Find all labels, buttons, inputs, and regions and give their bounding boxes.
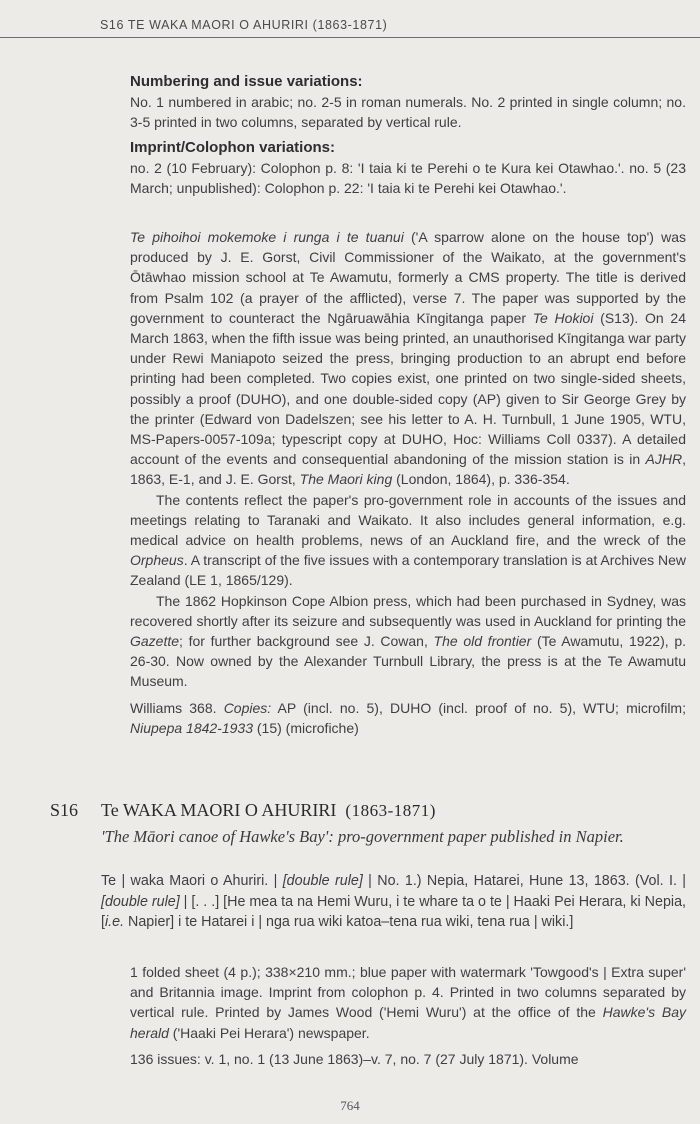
hokioi-title: Te Hokioi	[532, 309, 594, 326]
ajhr-title: AJHR	[645, 451, 683, 468]
niupepa-title: Niupepa 1842-1933	[130, 719, 253, 736]
old-frontier-title: The old frontier	[433, 633, 532, 650]
text-run: (S13). On 24 March 1863, when the fifth issue was being printed, an unauthorised Kīngitanga war party under Rewi Maniapoto seized the press, bringing production to an abrupt end before printing had been completed. Two copies exist, one printed on two single-sided sheets, possibly a proof (DUHO), and one double-sided copy (AP) given to Sir George Grey by the printer (Edward von Dadelszen; see his letter to A. H. Turnbull, 1 June 1905, WTU, MS-Papers-0057-109a; typescript copy at DUHO, Hoc: Williams Coll 0337). A detailed account of the events and consequential abandoning of the mission station is in	[130, 309, 686, 468]
text-run: AP (incl. no. 5), DUHO (incl. proof of no. 5), WTU; microfilm;	[271, 699, 686, 716]
text-run: (15) (microfiche)	[253, 719, 359, 736]
double-rule-note: [double rule]	[282, 873, 363, 889]
entry-title	[101, 800, 436, 821]
entry-title-text: Te WAKA MAORI O AHURIRI	[101, 800, 337, 820]
physical-description	[130, 962, 686, 1043]
orpheus-title: Orpheus	[130, 552, 184, 569]
double-rule-note: [double rule]	[101, 893, 180, 910]
numbering-text: No. 1 numbered in arabic; no. 2-5 in roman numerals. No. 2 printed in single column; no. 3-5 printed in two columns, separated by vertical rule.	[130, 94, 686, 131]
maori-king-title: The Maori king	[299, 471, 393, 488]
header-rule	[0, 37, 700, 38]
numbering-section	[130, 72, 686, 132]
text-run: (Te Awamutu, 1922), p. 26-30. Now owned by the Alexander Turnbull Library, the press is at the Te Awamutu Museum.	[130, 633, 686, 690]
description-paragraph-1	[130, 227, 686, 490]
holdings-paragraph	[130, 698, 686, 738]
gazette-title: Gazette	[130, 633, 180, 650]
text-run: Williams 368.	[130, 699, 224, 716]
physical-description-section	[130, 962, 686, 1069]
description-paragraph-2	[130, 490, 686, 591]
entry-subtitle: 'The Māori canoe of Hawke's Bay': pro-government paper published in Napier.	[101, 827, 624, 846]
herald-title: Hawke's Bay herald	[130, 1004, 686, 1041]
paper-title-italic: Te pihoihoi mokemoke i runga i te tuanui	[130, 229, 404, 245]
text-run: 1 folded sheet (4 p.); 338×210 mm.; blue paper with watermark 'Towgood's | Extra super' and Britannia image. Imprint from colophon p. 4. Printed in two columns separated by vertical rule. Printed by James Wood ('Hemi Wuru') at the office of the	[130, 964, 686, 1021]
description-paragraph-3	[130, 591, 686, 692]
text-run: . A transcript of the five issues with a contemporary translation is at Archives New Zealand (LE 1, 1865/129).	[130, 552, 686, 589]
title-transcription	[101, 871, 686, 933]
imprint-text: no. 2 (10 February): Colophon p. 8: 'I taia ki te Perehi o te Kura kei Otawhao.'. no. 5 (23 March; unpublished): Colophon p. 22: 'I taia ki te Perehi kei Otawhao.'.	[130, 160, 686, 197]
text-run: , 1863, E-1, and J. E. Gorst,	[130, 451, 686, 488]
text-run: The contents reflect the paper's pro-government role in accounts of the issues and meetings relating to Taranaki and Waikato. It also includes general information, e.g. medical advice on health problems, news of an Auckland fire, and the wreck of the	[130, 491, 686, 549]
ie-note: i.e.	[104, 914, 125, 930]
page-number: 764	[340, 1098, 360, 1113]
text-run: Napier] i te Hatarei i | nga rua wiki katoa–tena rua wiki, tena rua | wiki.]	[124, 914, 574, 930]
text-run: | [. . .] [He mea ta na Hemi Wuru, i te whare ta o te | Haaki Pei Herara, ki Nepia, [	[101, 893, 686, 930]
text-run: ; for further background see J. Cowan,	[179, 633, 434, 650]
running-head: S16 TE WAKA MAORI O AHURIRI (1863-1871)	[100, 18, 388, 32]
entry-id: S16	[50, 800, 79, 820]
issues-line: 136 issues: v. 1, no. 1 (13 June 1863)–v. 7, no. 7 (27 July 1871). Volume	[130, 1050, 579, 1067]
text-run: | No. 1.) Nepia, Hatarei, Hune 13, 1863. (Vol. I. |	[362, 873, 686, 889]
description-section	[130, 227, 686, 738]
text-run: Te | waka Maori o Ahuriri. |	[101, 873, 283, 889]
entry-dates: (1863-1871)	[345, 801, 436, 820]
text-run: (London, 1864), p. 336-354.	[392, 471, 570, 488]
text-run: The 1862 Hopkinson Cope Albion press, which had been purchased in Sydney, was recovered shortly after its seizure and subsequently was used in Auckland for printing the	[130, 592, 686, 629]
imprint-section	[130, 138, 686, 198]
numbering-heading: Numbering and issue variations:	[130, 73, 363, 90]
text-run: ('Haaki Pei Herara') newspaper.	[168, 1024, 370, 1041]
copies-label: Copies:	[223, 699, 272, 716]
text-run: ('A sparrow alone on the house top') was produced by J. E. Gorst, Civil Commissioner of the Waikato, at the government's Ōtāwhao mission school at Te Awamutu, formerly a CMS property. The title is derived from Psalm 102 (a prayer of the afflicted), verse 7. The paper was supported by the government to counteract the Ngāruawāhia Kīngitanga paper	[130, 229, 687, 326]
imprint-heading: Imprint/Colophon variations:	[130, 139, 335, 156]
